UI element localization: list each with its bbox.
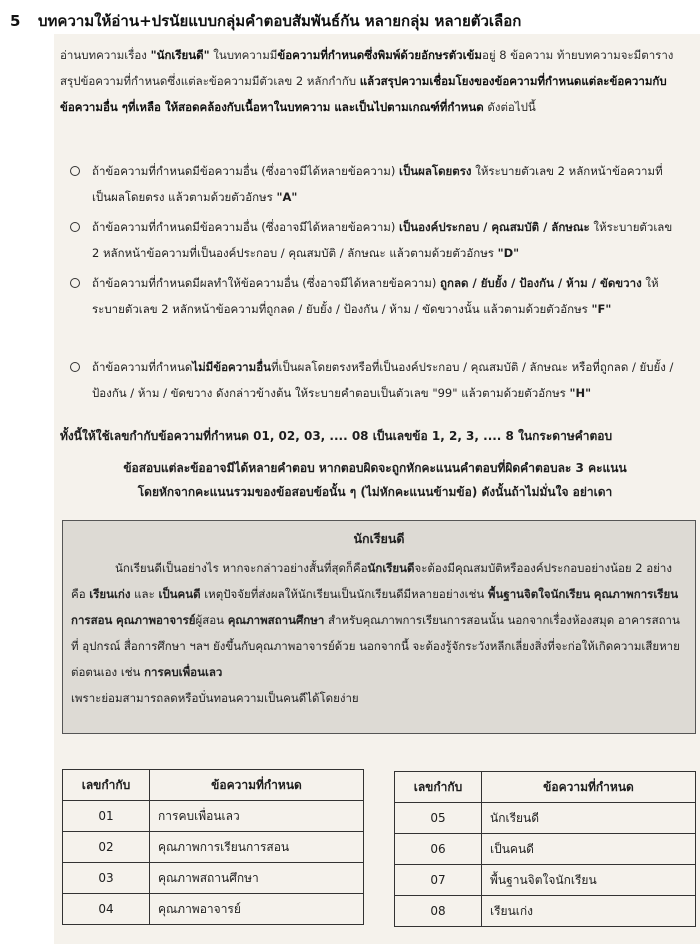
passage-keyword: พื้นฐานจิตใจนักเรียน [487,587,591,601]
table-header-row [395,772,696,803]
column-header-number: เลขกำกับ [395,772,482,803]
passage-text: เพราะย่อมสามารถลดหรือบั่นทอนความเป็นคนดีได้โดยง่าย [71,691,359,705]
rule-letter: "A" [276,190,298,204]
table-row [395,896,696,927]
row-number: 01 [63,801,150,832]
intro-text-a: อ่านบทความเรื่อง [60,48,151,62]
passage-text: เหตุปัจจัยที่ส่งผลให้นักเรียนเป็นนักเรียนดีมีหลายอย่างเช่น [200,587,488,601]
passage-body [71,555,687,711]
table-row [63,832,364,863]
rule-text: ถ้าข้อความที่กำหนดมีผลทำให้ข้อความอื่น (ซึ่งอาจมีได้หลายข้อความ) [92,276,441,290]
row-number: 03 [63,863,150,894]
row-statement: คุณภาพสถานศึกษา [150,863,364,894]
passage-keyword: นักเรียนดี [367,561,415,575]
intro-bold-phrase: ข้อความที่กำหนดซึ่งพิมพ์ด้วยอักษรตัวเข้ม [277,48,482,62]
intro-story-name: "นักเรียนดี" [150,48,210,62]
rule-text: ถ้าข้อความที่กำหนดมีข้อความอื่น (ซึ่งอาจมีได้หลายข้อความ) [92,220,400,234]
rule-letter: "H" [569,386,592,400]
bullet-circle-icon [70,362,80,372]
rule-letter: "D" [497,246,520,260]
intro-text-c: ในบทความมี [209,48,278,62]
bullet-circle-icon [70,166,80,176]
table-row [395,834,696,865]
question-number: 5 [10,12,21,30]
passage-text: นักเรียนดีเป็นอย่างไร หากจะกล่าวอย่างสั้นที่สุดก็คือ [115,561,368,575]
passage-keyword: เป็นคนดี [158,587,201,601]
table-row [63,894,364,925]
row-number: 05 [395,803,482,834]
rule-text: ถ้าข้อความที่กำหนดมีข้อความอื่น (ซึ่งอาจมีได้หลายข้อความ) [92,164,400,178]
column-header-statement: ข้อความที่กำหนด [150,770,364,801]
row-statement: การคบเพื่อนเลว [150,801,364,832]
passage-text: และ [130,587,159,601]
rule-keyword: ไม่มีข้อความอื่น [192,360,271,374]
statement-table-left [62,769,364,925]
scoring-warning [60,456,690,504]
rule-keyword: ถูกลด / ยับยั้ง / ป้องกัน / ห้าม / ขัดขวาง [440,276,642,290]
column-header-number: เลขกำกับ [63,770,150,801]
table-header-row [63,770,364,801]
passage-keyword: เรียนเก่ง [89,587,131,601]
rule-text: ให้ระบายตัวเลข 2 หลักหน้าข้อความที่เป็นผลโดยตรง แล้วตามด้วยตัวอักษร [92,164,663,204]
rule-letter: "F" [591,302,612,316]
row-number: 04 [63,894,150,925]
row-statement: คุณภาพอาจารย์ [150,894,364,925]
column-header-statement: ข้อความที่กำหนด [482,772,696,803]
numbering-note: ทั้งนี้ให้ใช้เลขกำกับข้อความที่กำหนด 01, 02, 03, .... 08 เป็นเลขข้อ 1, 2, 3, .... 8 ในกระดาษคำตอบ [60,429,613,443]
intro-paragraph [60,42,682,120]
rule-keyword: เป็นองค์ประกอบ / คุณสมบัติ / ลักษณะ [399,220,590,234]
row-statement: เรียนเก่ง [482,896,696,927]
intro-bold-summary: แล้วสรุปความเชื่อมโยงของข้อความที่กำหนดแต่ละข้อความกับข้อความอื่น ๆที่เหลือ ให้สอดคล้องกับเนื้อหาในบทความ และเป็นไปตามเกณฑ์ที่กำหนด [60,74,667,114]
passage-title: นักเรียนดี [353,531,405,546]
bullet-circle-icon [70,278,80,288]
reading-passage [62,520,696,734]
statement-table-right [394,771,696,927]
row-statement: พื้นฐานจิตใจนักเรียน [482,865,696,896]
intro-text-g: ดังต่อไปนี้ [483,100,536,114]
rule-text: ให้ระบายตัวเลข 2 หลักหน้าข้อความที่เป็นองค์ประกอบ / คุณสมบัติ / ลักษณะ แล้วตามด้วยตัวอักษร [92,220,673,260]
row-number: 08 [395,896,482,927]
rule-text: ที่เป็นผลโดยตรงหรือที่เป็นองค์ประกอบ / คุณสมบัติ / ลักษณะ หรือที่ถูกลด / ยับยั้ง / ป้องกัน / ห้าม / ขัดขวาง ดังกล่าวข้างต้น ให้ระบายคำตอบเป็นตัวเลข "99" แล้วตามด้วยตัวอักษร [92,360,674,400]
passage-text: ผู้สอน [195,613,228,627]
row-number: 07 [395,865,482,896]
row-statement: คุณภาพการเรียนการสอน [150,832,364,863]
table-row [63,801,364,832]
question-title [10,8,692,34]
row-statement: เป็นคนดี [482,834,696,865]
passage-keyword: คุณภาพสถานศึกษา [227,613,325,627]
passage-keyword: คุณภาพอาจารย์ [116,613,196,627]
passage-text: จะต้องมีคุณสมบัติหรือองค์ประกอบอย่างน้อย 2 อย่าง คือ [71,561,672,601]
table-row [63,863,364,894]
warning-line-1: ข้อสอบแต่ละข้ออาจมีได้หลายคำตอบ หากตอบผิดจะถูกหักคะแนนคำตอบที่ผิดคำตอบละ 3 คะแนน [123,461,627,475]
passage-text: สำหรับคุณภาพการเรียนการสอนนั้น นอกจากเรื่องห้องสมุด อาคารสถานที่ อุปกรณ์ สื่อการศึกษา ฯลฯ ยังขึ้นกับคุณภาพอาจารย์ด้วย นอกจากนี้ จะต้องรู้จักระวังหลีกเลี่ยงสิ่งที่จะก่อให้เกิดความเสียหายต่อตนเอง เช่น [71,613,680,679]
row-statement: นักเรียนดี [482,803,696,834]
warning-line-2: โดยหักจากคะแนนรวมของข้อสอบข้อนั้น ๆ (ไม่หักคะแนนข้ามข้อ) ดังนั้นถ้าไม่มั่นใจ อย่าเดา [137,485,613,499]
row-number: 02 [63,832,150,863]
bullet-circle-icon [70,222,80,232]
row-number: 06 [395,834,482,865]
question-heading: บทความให้อ่าน+ปรนัยแบบกลุ่มคำตอบสัมพันธ์กัน หลายกลุ่ม หลายตัวเลือก [38,12,522,30]
table-row [395,803,696,834]
rule-text: ถ้าข้อความที่กำหนด [92,360,193,374]
intro-text-e: อยู่ 8 ข้อความ ท้ายบทความจะมีตารางสรุปข้อความที่กำหนดซึ่งแต่ละข้อความมีตัวเลข 2 หลักกำกับ [60,48,674,88]
passage-keyword: การคบเพื่อนเลว [144,665,223,679]
table-row [395,865,696,896]
passage-keyword: คุณภาพการเรียนการสอน [71,587,679,627]
rule-keyword: เป็นผลโดยตรง [399,164,472,178]
rule-text: ให้ระบายตัวเลข 2 หลักหน้าข้อความที่ถูกลด / ยับยั้ง / ป้องกัน / ห้าม / ขัดขวางนั้น แล้วตามด้วยตัวอักษร [92,276,659,316]
